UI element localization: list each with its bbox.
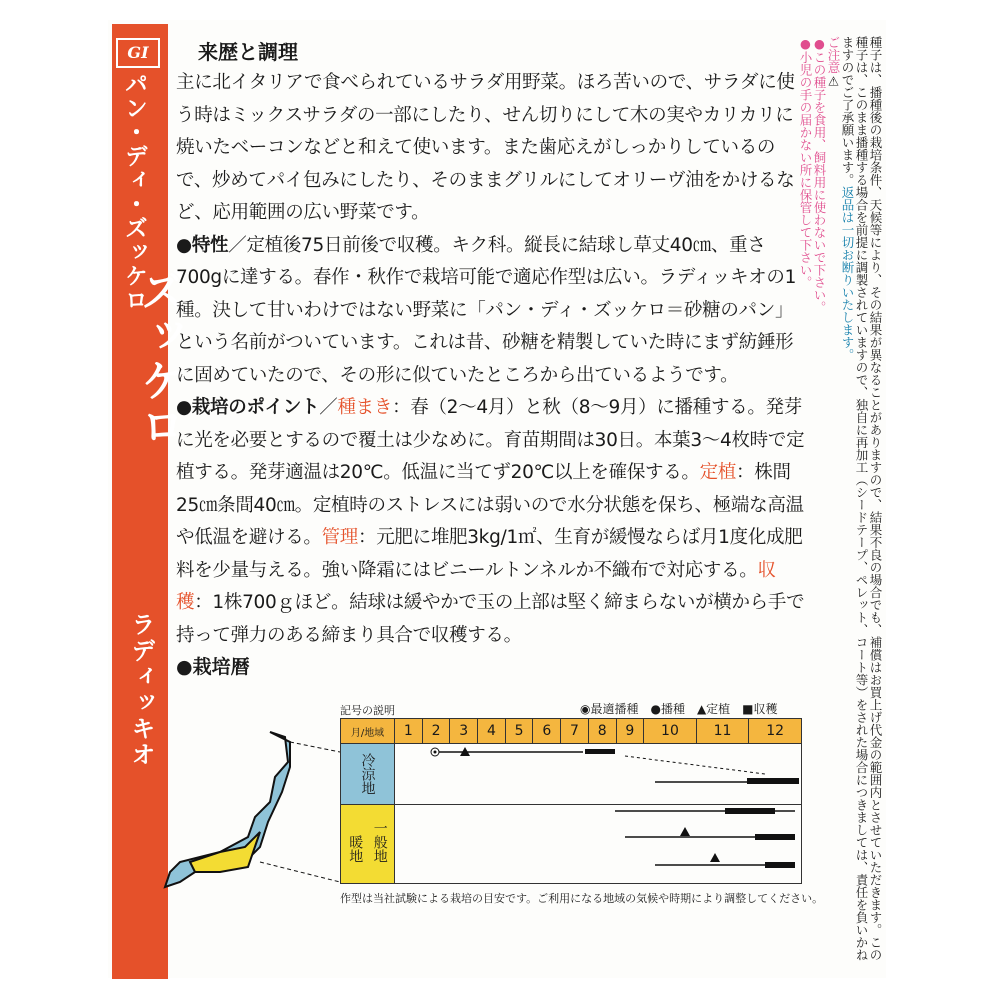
plant-label: 定植 bbox=[699, 462, 737, 483]
legend-title: 記号の説明 bbox=[340, 704, 395, 717]
product-title: ズッケロ bbox=[133, 268, 184, 448]
month-cell: 8 bbox=[588, 719, 616, 744]
return-policy: 返品は一切お断りいたします。 bbox=[840, 186, 855, 361]
points-paragraph bbox=[176, 392, 806, 652]
calendar-header-row bbox=[341, 719, 802, 744]
cool-schedule-bars bbox=[395, 744, 801, 800]
month-cell: 7 bbox=[561, 719, 589, 744]
points-slash: ／ bbox=[319, 397, 338, 418]
warm-schedule-bars bbox=[395, 805, 801, 879]
month-cell: 11 bbox=[696, 719, 749, 744]
product-subtitle: ラディッキオ bbox=[127, 612, 155, 768]
plant-text: ：株間25㎝条間40㎝。定植時のストレスには弱いので水分状態を保ち、極端な高温や低温を避ける。 bbox=[176, 462, 804, 548]
caution-2: ●小児の手の届かない所に保管して下さい。 bbox=[798, 36, 813, 289]
month-cell: 6 bbox=[533, 719, 561, 744]
cool-region-label: 冷涼地 bbox=[341, 744, 395, 805]
warm-region-row bbox=[341, 805, 802, 884]
month-cell: 12 bbox=[749, 719, 802, 744]
features-text: ／定植後75日前後で収穫。キク科。縦長に結球し草丈40㎝、重さ700gに達する。春作・秋作で栽培可能で適応作型は広い。ラディッキオの1種。決して甘いわけではない野菜に「パン・ディ・ズッケロ＝砂糖のパン」という名前がついています。これは昔、砂糖を精製していた時にまず紡錘形に固めていたので、その形に似ていたところから出ているようです。 bbox=[176, 234, 797, 386]
month-cell: 2 bbox=[422, 719, 450, 744]
month-cell: 4 bbox=[478, 719, 506, 744]
manage-text: ：元肥に堆肥3kg/1㎡、生育が緩慢ならば月1度化成肥料を少量与える。強い降霜にはビニールトンネルか不織布で対応する。 bbox=[176, 527, 803, 581]
legend-keys: ◉最適播種 ●播種 ▲定植 ■収穫 bbox=[580, 702, 778, 716]
features-paragraph bbox=[176, 230, 806, 393]
month-cell: 3 bbox=[450, 719, 478, 744]
cool-region-row bbox=[341, 744, 802, 805]
history-heading: 来歴と調理 bbox=[198, 40, 298, 64]
series-name: パン・ディ・ズッケロ bbox=[121, 72, 147, 312]
history-text: 主に北イタリアで食べられているサラダ用野菜。ほろ苦いので、サラダに使う時はミックスサラダの一部にしたり、せん切りにして木の実やカリカリに焼いたベーコンなどと和えて使います。また歯応えがしっかりしているので、炒めてパイ包みにしたり、そのままグリルにしてオリーヴ油をかけるなど、応用範囲の広い野菜です。 bbox=[176, 72, 795, 223]
notice-text: 種子は、播種後の栽培条件、天候等により、その結果が異なることがありますので、結果不良の場合でも、補償はお買上げ代金の範囲内とさせていただきます。この種子は、このまま播種する場合を前提に調製されていますので、独自に再加工（シードテープ、ペレット、コート等）をされた場合につきましては、責任を負いかねますのでご了承願います。 bbox=[840, 36, 883, 961]
gi-badge: GI bbox=[116, 38, 160, 68]
history-paragraph bbox=[176, 67, 806, 230]
warning-icon: ⚠ bbox=[826, 73, 841, 89]
calendar-heading: ●栽培暦 bbox=[176, 656, 250, 678]
harvest-label: 収穫 bbox=[176, 559, 776, 613]
harvest-text: ：1株700ｇほど。結球は緩やかで玉の上部は堅く締まらないが横から手で持って弾力のある締まり具合で収穫する。 bbox=[176, 592, 805, 646]
main-text bbox=[176, 36, 806, 679]
warm-region-labels: 暖地 一般地 bbox=[341, 805, 395, 884]
caution-1: ●この種子を食用、飼料用に使わないで下さい。 bbox=[812, 36, 827, 314]
month-cell: 5 bbox=[505, 719, 533, 744]
planting-calendar bbox=[340, 718, 802, 884]
month-cell: 1 bbox=[395, 719, 423, 744]
month-region-label: 月/地域 bbox=[341, 719, 395, 744]
sow-label: 種まき bbox=[337, 397, 393, 418]
calendar-note: 作型は当社試験による栽培の目安です。ご利用になる地域の気候や時期により調整してください。 bbox=[340, 892, 824, 905]
japan-map-icon bbox=[150, 722, 340, 892]
caution-heading: ご注意 bbox=[826, 36, 841, 74]
sow-text: ：春（2～4月）と秋（8～9月）に播種する。発芽に光を必要とするので覆土は少なめに。育苗期間は30日。本葉3～4枚時で定植する。発芽適温は20℃。低温に当てず20℃以上を確保する。 bbox=[176, 397, 805, 483]
manage-label: 管理 bbox=[321, 527, 359, 548]
points-heading: ●栽培のポイント bbox=[176, 397, 320, 418]
month-cell: 9 bbox=[616, 719, 644, 744]
notice-sidebar bbox=[798, 36, 883, 966]
features-heading: ●特性 bbox=[176, 234, 229, 256]
month-cell: 10 bbox=[644, 719, 697, 744]
